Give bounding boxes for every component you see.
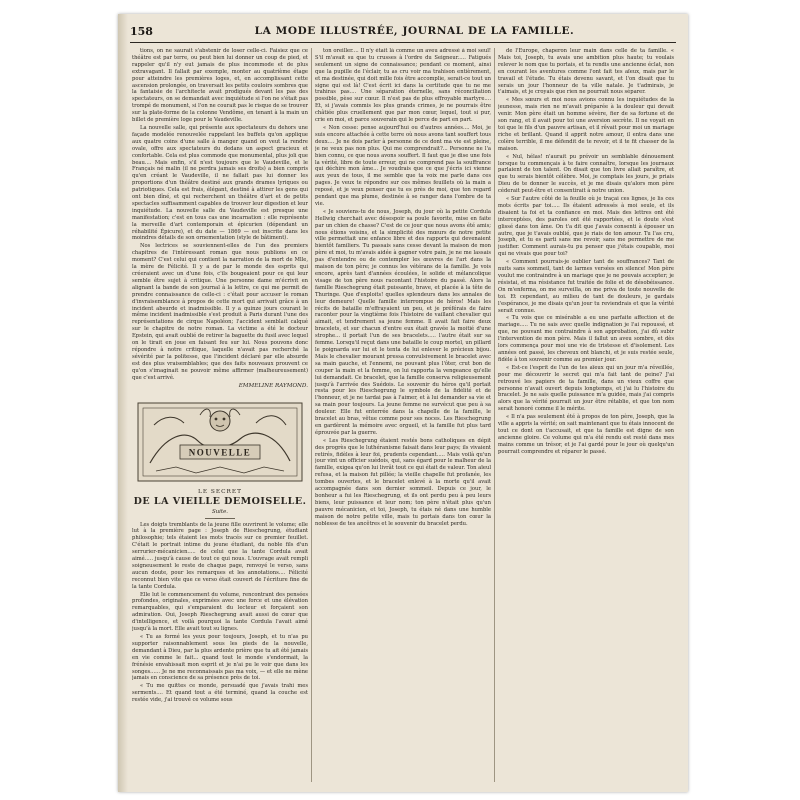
story-paragraph: « Comment pourrais-je oublier tant de souffrances? Tant de nuits sans sommeil, tant de larmes versées en silence! Mon père voulut me contraindre à un mariage que je ne pouvais accepter; je résistai, et ma résistance fut traitée de folie et de désobéissance. On m'enferma, on me surveilla, on me priva de toute nouvelle de toi. Et cependant, au milieu de tant de douleurs, je gardais l'espérance, je me disais qu'un jour tu reviendrais et que la vérité serait connue. (498, 259, 674, 314)
column-3 (498, 48, 674, 782)
story-paragraph: « Tu vois que ce misérable a eu une parfaite affection et de mariage..... Tu ne sais avec quelle indignation je l'ai repoussé, et que, ne pouvant me contraindre à son approbation, j'ai dû subir l'intervention de mon père. Mais il fallut un aveu sombre, et dès lors commença pour moi une vie de tristesse et d'isolement. Les années ont passé, les cheveux ont blanchi, et je suis restée seule, fidèle à ton souvenir comme au premier jour. (498, 315, 674, 363)
story-title: DE LA VIEILLE DEMOISELLE. (133, 495, 307, 507)
article-paragraph: tions, on ne saurait s'abstenir de loser celle-ci. Faisiez que ce théâtre est par terre, ou peut bien lui donner un coup de pied, et rappeler qu'il n'y eut jamais de plus incommode et de plus extravagant. Il fallait par exemple, monter au quatrième étage pour atteindre les premières loges, et, en accomplissant cette ascension prolongée, on traversait les petits couloirs sombres que la fantaisie de l'architecte avait prodigués devant les pas des spectateurs, on se demandait avec inquiétude si l'on ne s'était pas trompé de monument, si l'on ne courait pas le risque de se trouver sur la plate-forme de la colonne Vendôme, en tenant à la main un billet de première loge pour le Vaudeville. (132, 48, 308, 124)
article-paragraph: La nouvelle salle, qui présente aux spectateurs du dehors une façade modelée renouvelée rappelant les buffets qu'on applique aux quatre coins d'une salle à manger quand on veut la rendre ovale, offre aux spectateurs du dedans un aspect gracieux et confortable. Cela est plus commode que monumental, plus joli que beau.... Mais enfin, s'il n'est toujours que le Vaudeville, et le Français né malin (il ne perdra jamais ses droits) a bien compris qu'en créant le Vaudeville, il ne fallait pas lui donner les proportions d'un théâtre destiné aux grands drames lyriques ou patriotiques. Cela est frais, élégant, destiné à attirer les gens qui ont bien dîné, et qui recherchent un théâtre d'art et de petits spectacles suffisamment capables de trouver leur digestion et leur inquiétude. La nouvelle salle du Vaudeville est presque une manifestation; c'est en tous cas une incarnation : elle représente la merveille d'art contemporain et épicurien (dépendant un réhabilité Épicure), et du date — 1869 — est inscrite dans les moindres détails de son ornementation (style de bâtiment). (132, 124, 308, 242)
story-paragraph: Elle lut le commencement du volume, rencontrant des pensées profondes, originales, exprimées avec une force et une élévation remarquables, qui s'emparaient du lecteur et forçaient son admiration. Oui, Joseph Rieschegrung avait aussi de cœur que d'intelligence, et voilà pourquoi la tante Cordula l'avait aimé jusqu'à la mort. Elle avait tout su lignes. (132, 591, 308, 633)
story-kicker: LE SECRET (197, 488, 243, 495)
story-paragraph: « Je souviens-tu de nous, Joseph, du jour où la petite Cordula Hellwig cherchait avec désespoir sa poule favorite, mise en faite par un chien de chasse? C'est de ce jour que nous avons été amis; nous étions voisins, et la simplicité des mœurs de notre petite ville permettait une enfance libre et des rapports qui devenaient bientôt familiers. Tu passais sans cesse devant la maison de mon père et moi, tu m'avais aidée à gagner votre pain, je ne me lassais pas d'entendre ou de contempler les œuvres de l'art dans la maison de ton père; je connus les vétérans de la famille. Je vois encore, après tant d'années écoulées, le solide et mélancolique visage de ton père nous racontant l'histoire du passé. Alors la famille Rieschegrung était puissante, brave, et placée à la tête de Thuringe. Que d'exploits! quelles splendeurs dans les annales de leur demeure! Quelle famille interrompue de héros! Mais les récits de bataille m'effrayaient un peu, et je préférais de faire raconter pour la vingtième fois l'histoire de vaillant chevalier qui aimait, et tendrement sa jeune femme. Il avait fait faire deux bracelets, et sur chacun d'entre eux était gravée la moitié d'une strophe... il portait l'un de ses bracelets..... l'autre était sur sa femme. Lorsqu'il reçut dans une bataille le coup mortel, un pillard le poignarda sur lui et le tenta de lui enlever le précieux bijou. Mais le chevalier mourant pressa convulsivement le bracelet avec sa main gauche, et l'ennemi, ne pouvant plus l'ôter, crut bon de couper la main et la femme, on lui rapporta la vengeance qu'elle lui demandait. Ce bracelet, que la famille conserva religieusement jusqu'à l'arrivée des Suédois. Le souvenir du héros qu'il portait resta pour les Rieschegrung le symbole de la fidélité et de l'honneur, et je ne tardai pas à l'aimer, et à lui demander sa vie et sa main pour toujours. La jeune femme ne survécut que peu à sa douleur. Elle fut enterrée dans la chapelle de la famille, le bracelet au bras, vêtue comme pour ses noces. Les Rieschegrung en gardèrent la mémoire avec orgueil, et la famille fut plus tard éprouvée par la guerre. (315, 208, 491, 436)
story-paragraph: « Sur l'autre côté de la feuille où je traçai ces lignes, je lis ces mots écrits par toi..... Ils étaient adressés à moi seule, et ils disaient ta foi et ta confiance en moi. Mais des lettres ont été interceptées, des paroles ont été rapportées, et le doute s'est glissé dans ton âme. On t'a dit que j'avais consenti à épouser un autre, que je t'avais oublié, que je riais de ton amour. Tu l'as cru, Joseph, et tu es parti sans me revoir, sans me permettre de me justifier. Comment aurais-tu pu penser que j'étais coupable, moi qui ne vivais que pour toi? (498, 196, 674, 258)
column-rule (311, 48, 312, 782)
story-paragraph: « Tu as formé les yeux pour toujours, Joseph, et tu n'as pu supporter raisonnablement sous les pieds de la nouvelle, demandant à Dieu, par la plus ardente prière que tu ait été jamais en vie comme le fait... quand tout le monde s'endormait, la frénésie envahissait mon esprit et je n'ai pu le voir que dans les songes...... Je ne me reconnaissais pas ma voix, — et elle ne mène jamais en conscience de sa présence près de toi. (132, 634, 308, 682)
page-number: 158 (130, 24, 153, 38)
story-paragraph: Les doigts tremblants de la jeune fille ouvrirent le volume; elle lut à la première page : Joseph de Rieschegrung, étudiant philosophie; tels étaient les mots tracés sur ce premier feuillet. C'était le portrait intime du jeune étudiant, du noble fils d'un serrurier-mécanicien..... de celui que la tante Cordula avait aimé..... jusqu'à cause de tout ce qui nous. L'ouvrage avait rempli soigneusement le reste de chaque page, renvoyé le verso, sans aucun doute, pour les remarques et les annotations.... Félicité reconnut bien vite que ce verso était couvert de l'écriture fine de la tante Cordula. (132, 521, 308, 590)
story-paragraph: « Les Rieschegrung étaient restés bons catholiques en dépit des progrès que le luthéranisme faisait dans leur pays; ils vivaient retirés, fidèles à leur foi, prudents cependant..... Mais voilà qu'un jour vint un officier suédois, qui, sans égard pour le malheur de la famille, exigea qu'on lui livrât tout ce qui était de valeur. Ton aïeul refusa, et la maison fut pillée; la vieille chapelle fut profanée, les tombes ouvertes, et le bracelet enlevé à la morte qu'il avait accompagnée dans son dernier sommeil. Depuis ce jour, le bonheur a fui les Rieschegrung, et ils ont perdu peu à peu leurs biens, leur puissance et leur nom; ton père n'était plus qu'un pauvre mécanicien, et toi, Joseph, tu étais né dans une humble maison de notre petite ville, mais tu portais dans ton cœur la noblesse de tes ancêtres et le souvenir du bracelet perdu. (315, 437, 491, 527)
story-suite: Suite. (212, 508, 228, 515)
vignette-banner: NOUVELLE (188, 447, 252, 457)
newspaper-page (118, 14, 688, 792)
column-rule (494, 48, 495, 782)
article-paragraph: Nos lectrices se souviennent-elles de l'un des premiers chapitres de l'intéressant roman que nous publions en ce moment? C'est celui qui contient la narration de la mort de Mlle, la mère de Félicité. Il y a de par le monde des esprits qui créeraient avec un d'une fois, c'ils bougeaient pour ce qui leur semble être sujet à critique. Une personne dame m'écrivit en alignant la bande de son journal à la lettre, ce qui me permit de prendre connaissance de celle-ci : c'était pour accuser le roman d'invraisemblance à propos de cette mort qui arrivait grâce à un incident absurde et inadmissible. Il y a quinze jours courant le même incident inadmissible s'est produit à Paris durant l'une des représentations de cirque Napoléon; l'accident semblait calqué sur le chapitre de notre roman. La victime a été le docteur Epstein, qui avait oublié de retirer la baguette du fusil avec lequel on le tirait en joue en faisant feu sur lui. Nous pouvons donc répondre à notre critique, laquelle n'avait pas recherché la sévérité par la politesse, que l'incident déclaré par elle absurde est des plus vraisemblables; que des faits nouveaux prouvent ce qu'on s'imaginait ne pouvoir même affirmer (malheureusement) que c'est arrivé. (132, 243, 308, 381)
running-title: LA MODE ILLUSTRÉE, JOURNAL DE LA FAMILLE. (254, 25, 575, 37)
story-paragraph: « Non cesse: pense aujourd'hui ou d'autres années.... Moi, je suis encore attachée à cette terre où nous avons tant souffert tous deux.... Je ne dois parler à personne de ce dont ma vie est pleine, je ne veux pas non plus. Qui me comprendrait?... Personne ne l'a bien connu, ce que nous avons souffert. Il faut que je dise une fois la vérité, libre de toute erreur, qui ne comprend pas la souffrance qui déchire mon âme... Je voudrais que ce que j'écris ici vienne aux yeux de tous, il me semble que ta voix me parle dans ces pages. Je veux te répondre sur ces mêmes feuillets où la main a reposé, et je veux penser que tu es près de moi, que ton regard pendant que ma plume, destinée à se ranger dans l'ombre de ta vie. (315, 124, 491, 207)
column-1 (132, 48, 308, 782)
column-2 (315, 48, 491, 782)
story-paragraph: « Mes sœurs et moi nous avions connu les inquiétudes de la jeunesse, mais rien ne m'avait préparée à la douleur qui devait venir. Mon père était un homme sévère, fier de sa fortune et de son rang, et il avait pour toi une aversion secrète. Il ne voyait en toi que le fils d'un pauvre artisan, et il rêvait pour moi un mariage riche et brillant. Quand il apprit notre amour, il entra dans une colère terrible, il me défendit de te revoir, et il te fit chasser de la maison. (498, 97, 674, 152)
nouvelle-vignette (136, 395, 304, 485)
story-paragraph: « Nul, hélas! n'aurait pu prévoir un semblable dénouement lorsque tu commençais à te faire connaître, lorsque les journaux parlaient de ton talent. On disait que ton livre allait paraître, et que tu serais bientôt célèbre. Moi, je comptais les jours, je priais Dieu de te donner le succès, et je me disais qu'alors mon père céderait peut-être et consentirait à notre union. (498, 153, 674, 195)
story-paragraph: « Tu me quittes ce monde, persuadé que j'avais trahi mes serments.... Et quand tout a été terminé, quand la couche est restée vide, j'ai trouvé ce volume sous (132, 683, 308, 704)
author-signature: EMMELINE RAYMOND. (238, 382, 308, 389)
story-paragraph: « Il n'a pas seulement été à propos de ton père, Joseph, que la ville a appris la vérité; on sait maintenant que tu étais innocent de tout ce dont on t'accusait, et que ta famille est digne de son ancienne gloire. Ce volume qui m'a été rendu est resté dans mes mains comme un trésor, et je l'ai gardé pour le jour où quelqu'un pourrait comprendre et réparer le passé. (498, 414, 674, 455)
story-paragraph: de l'Europe, chaperon leur main dans celle de ta famille. « Mais toi, Joseph, tu avais une ambition plus haute; tu voulais relever le nom que tu portais, et tu rendis une ancienne éclat, non en courant les aventures comme l'ont fait tes aïeux, mais par le travail et l'étude. Tu étais devenu savant, et l'on disait que tu serais un jour l'honneur de ta ville natale. Je t'admirais, je t'aimais, et je croyais que rien ne pourrait nous séparer. (498, 48, 674, 96)
story-paragraph: « Est-ce l'esprit de l'un de tes aïeux qui un jour m'a réveillée, pour me découvrir le secret qui m'a fait tant de peine? J'ai retrouvé les papiers de ta famille, dans un vieux coffre que personne n'avait ouvert depuis longtemps, et j'ai lu l'histoire du bracelet. Je ne sais quelle puissance m'a guidée, mais j'ai compris alors que la vérité pourrait un jour être rétablie, et que ton nom serait honoré comme il le mérite. (498, 364, 674, 413)
page-header (130, 20, 676, 43)
story-paragraph: ton oreiller.... Il n'y était là comme un aveu adressé à moi seul! S'il m'avait su que tu crusses à l'ordre du Seigneur..... Fatigués seulement un signe de connaissance; pendant ce moment, ainsi que la pupille de l'éclair, tu as cru voir ma trahison entièrement, et ma destinée, qui doit mille fois être accomplie, serait-ce tout un signe qui est là! C'est écrit ici dans la certitude que tu ne me trahiras pas.... Une séparation éternelle, sans réconciliation possible, pèse sur cœur. Il n'est pas de plus effroyable martyre.... Et, si j'avais commis les plus grands crimes, je ne pourrais être châtiée plus cruellement que par mon cœur, lequel, tout si pur, crie en moi, et parce souverain qui le perce de part en part. (315, 48, 491, 124)
story-divider (205, 518, 235, 519)
